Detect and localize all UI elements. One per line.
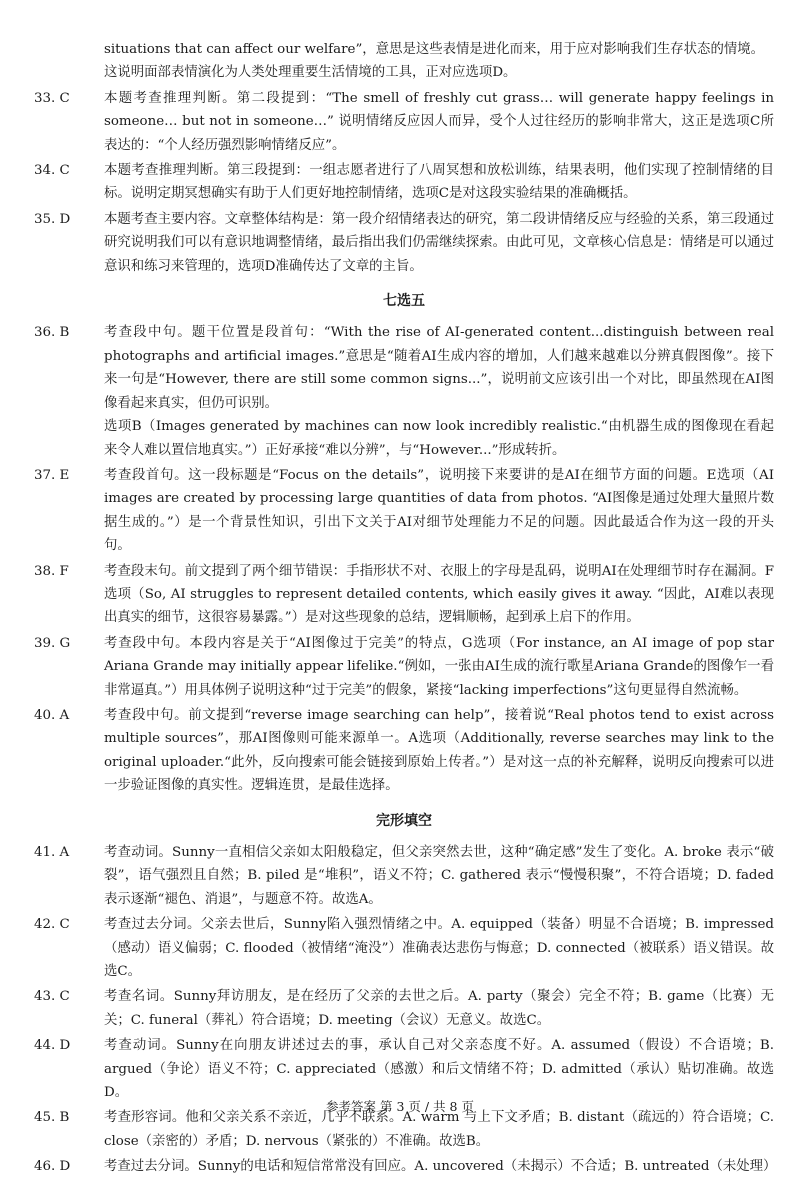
answer-number: 33. C [34,90,70,106]
answer-number: 37. E [34,467,70,483]
answer-explanation [104,321,774,461]
page-footer: 参考答案 第 3 页 / 共 8 页 [326,1098,474,1114]
answer-entry [34,632,774,702]
answer-entry [34,1155,777,1178]
explanation-paragraph: 本题考查推理判断。第三段提到：一组志愿者进行了八周冥想和放松训练，结果表明，他们实现了控制情绪的目标。说明定期冥想确实有助于人们更好地控制情绪，选项C是对这段实验结果的准确概括。 [104,163,774,202]
answer-number: 39. G [34,635,71,651]
answer-entry [34,208,774,278]
answer-number: 46. D [34,1159,71,1175]
explanation-paragraph: 考查动词。Sunny一直相信父亲如太阳般稳定，但父亲突然去世，这种“确定感”发生了变化。A. broke 表示“破裂”，语气强烈且自然；B. piled 是“堆积”，语义不符；C. gathered 表示“慢慢积聚”，不符合语境；D. faded 表示逐渐“褪色、消退”，与题意不符。故选A。 [104,845,774,907]
answer-explanation [104,464,774,558]
answer-entry [34,464,774,558]
answer-explanation [104,704,774,798]
answer-explanation [104,560,774,630]
explanation-paragraph: 考查动词。Sunny在向朋友讲述过去的事，承认自己对父亲态度不好。A. assumed（假设）不合语境；B. argued（争论）语义不符；C. appreciated（感激）和后文情绪不符；D. admitted（承认）贴切准确。故选D。 [104,1038,774,1101]
explanation-paragraph: 本题考查主要内容。文章整体结构是：第一段介绍情绪表达的研究，第二段讲情绪反应与经验的关系，第三段通过研究说明我们可以有意识地调整情绪，最后指出我们仍需继续探索。由此可见，文章核心信息是：情绪是可以通过意识和练习来管理的，选项D准确传达了文章的主旨。 [104,211,774,274]
answer-explanation [104,913,774,983]
explanation-paragraph: 本题考查推理判断。第二段提到：“The smell of freshly cut grass… will generate happy feelings in someone… but not in someone…” 说明情绪反应因人而异，受个人过往经历的影响非常大，这正是选项C所表达的：“个人经历强烈影响情绪反应”。 [104,90,774,153]
answer-number: 42. C [34,917,70,933]
continued-paragraph: situations that can affect our welfare”，意思是这些表情是进化而来，用于应对影响我们生存状态的情境。这说明面部表情演化为人类处理重要生活情境的工具，正对应选项D。 [104,42,765,81]
answer-number: 43. C [34,989,70,1005]
answer-number: 45. B [34,1110,70,1126]
explanation-paragraph: 考查过去分词。父亲去世后，Sunny陷入强烈情绪之中。A. equipped（装备）明显不合语境；B. impressed（感动）语义偏弱；C. flooded（被情绪“淹没”）准确表达悲伤与悔意；D. connected（被联系）语义错误。故选C。 [104,917,774,980]
explanation-paragraph: 考查段末句。前文提到了两个细节错误：手指形状不对、衣服上的字母是乱码，说明AI在处理细节时存在漏洞。F选项（So, AI struggles to represent detailed contents, which easily gives it away. “因此，AI难以表现出真实的细节，这很容易暴露。”）是对这些现象的总结，逻辑顺畅，起到承上启下的作用。 [104,563,774,626]
answer-entry [34,321,774,461]
explanation-paragraph: 考查过去分词。Sunny的电话和短信常常没有回应。A. uncovered（未揭示）不合适；B. untreated（未处理） [104,1159,777,1175]
answer-explanation [104,632,774,702]
answer-entry [34,841,774,911]
explanation-paragraph: 考查形容词。他和父亲关系不亲近，几乎不联系。A. warm 与上下文矛盾；B. distant（疏远的）符合语境；C. close（亲密的）矛盾；D. nervous（紧张的）不准确。故选B。 [104,1110,774,1149]
section-title-seven-choose-five: 七选五 [383,293,425,310]
answer-number: 35. D [34,211,71,227]
answer-explanation [104,159,774,206]
answer-entry [34,913,774,983]
explanation-paragraph: 考查段中句。题干位置是段首句：“With the rise of AI-generated content...distinguish between real photographs and artificial images.”意思是“随着AI生成内容的增加，人们越来越难以分辨真假图像”。接下来一句是“However, there are still some common signs...”，说明前文应该引出一个对比，即虽然现在AI图像看起来真实，但仍可识别。 [104,325,774,411]
answer-group-cloze [34,841,777,1179]
answer-entry [34,87,774,157]
answer-explanation [104,841,774,911]
answer-number: 34. C [34,163,70,179]
answer-explanation [104,208,774,278]
answer-number: 36. B [34,325,70,341]
answer-entry [34,159,774,206]
explanation-paragraph: 考查段中句。本段内容是关于“AI图像过于完美”的特点，G选项（For instance, an AI image of pop star Ariana Grande may initially appear lifelike.“例如，一张由AI生成的流行歌星Ariana Grande的图像乍一看非常逼真。”）用具体例子说明这种“过于完美”的假象，紧接“lacking imperfections”这句更显得自然流畅。 [104,635,774,698]
answer-explanation [104,87,774,157]
answer-number: 44. D [34,1038,71,1054]
answer-explanation [104,1155,777,1178]
answer-number: 40. A [34,707,70,723]
explanation-paragraph: 考查段中句。前文提到“reverse image searching can help”，接着说“Real photos tend to exist across multiple sources”，那AI图像则可能来源单一。A选项（Additionally, reverse searches may link to the original uploader.“此外，反向搜索可能会链接到原始上传者。”）是对这一点的补充解释，说明反向搜索可以进一步验证图像的真实性。逻辑连贯，是最佳选择。 [104,707,774,794]
explanation-paragraph: 选项B（Images generated by machines can now look incredibly realistic.“由机器生成的图像现在看起来令人难以置信地真实。”）正好承接“难以分辨”，与“However...”形成转折。 [104,419,774,458]
section-title-cloze: 完形填空 [376,812,432,829]
answer-group-reading [34,87,774,278]
answer-number: 41. A [34,845,70,860]
answer-entry [34,560,774,630]
explanation-paragraph: 考查名词。Sunny拜访朋友，是在经历了父亲的去世之后。A. party（聚会）完全不符；B. game（比赛）无关；C. funeral（葬礼）符合语境；D. meeting（会议）无意义。故选C。 [104,989,774,1028]
answer-explanation [104,985,774,1032]
answer-group-seven-choose-five [34,321,774,797]
answer-number: 38. F [34,563,69,579]
answer-entry [34,985,774,1032]
explanation-paragraph: 考查段首句。这一段标题是“Focus on the details”，说明接下来要讲的是AI在细节方面的问题。E选项（AI images are created by processing large quantities of data from photos. “AI图像是通过处理大量照片数据生成的。”）是一个背景性知识，引出下文关于AI对细节处理能力不足的问题。因此最适合作为这一段的开头句。 [104,467,774,554]
answer-entry [34,704,774,798]
